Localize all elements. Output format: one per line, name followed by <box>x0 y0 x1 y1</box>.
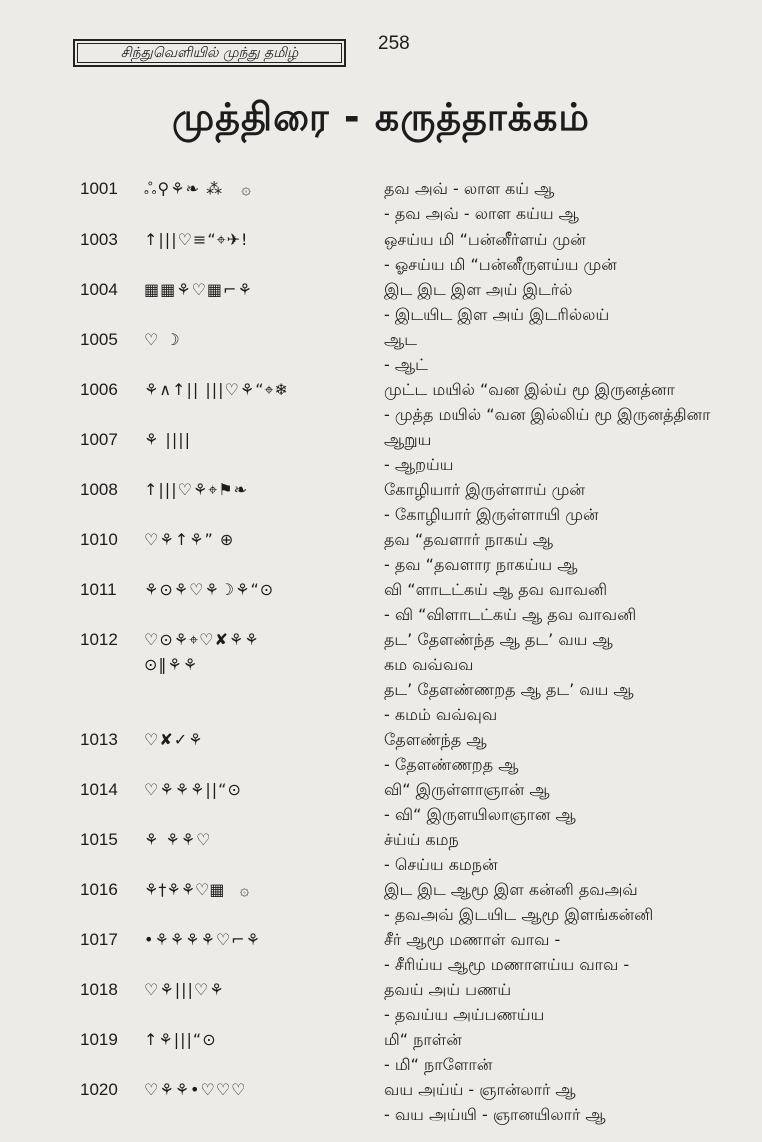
reading-line: - தவ “தவளார நாகய்ய ஆ <box>384 555 578 574</box>
reading-line: - சீரிய்ய ஆமூ மணாளய்ய வாவ - <box>384 955 630 974</box>
indus-sign-sequence: ⚘∧↑|| |||♡⚘“⌖❄ <box>144 380 289 399</box>
reading-line: ஆட <box>384 330 417 349</box>
reading-line: - வி“ இருளயிலாஞான ஆ <box>384 805 576 824</box>
seal-number: 1018 <box>80 980 118 999</box>
reading-line: - கமம் வவ்வுவ <box>384 705 498 724</box>
reading-line: - மி“ நாளோன் <box>384 1055 493 1074</box>
indus-sign-sequence: ♡⚘|||♡⚘ <box>144 980 225 999</box>
reading-line: - தேளண்ணறத ஆ <box>384 755 519 774</box>
indus-sign-sequence: ஃ⚲⚘❧ ⁂ ۞ <box>144 179 251 198</box>
indus-sign-sequence: •⚘⚘⚘⚘♡⌐⚘ <box>144 930 261 949</box>
reading-line: - வி “விளாடட்கய் ஆ தவ வாவனி <box>384 605 637 624</box>
reading-line: முட்ட மயில் “வன இல்ய் மூ இருனத்னா <box>384 380 675 399</box>
running-title: சிந்துவெளியில் முந்து தமிழ் <box>120 45 299 61</box>
section-heading: முத்திரை - கருத்தாக்கம் <box>172 95 590 139</box>
indus-sign-sequence: ♡⚘⚘•♡♡♡ <box>144 1080 247 1099</box>
running-title-box <box>73 39 346 67</box>
tamil-reading <box>384 427 754 477</box>
indus-sign-sequence: ⚘ ⚘⚘♡ <box>144 830 212 849</box>
reading-line: தட’ தேளண்ந்த ஆ தட’ வய ஆ <box>384 630 613 649</box>
reading-line: இட இட ஆமூ இள கன்னி தவஅவ் <box>384 880 638 899</box>
reading-line: தவ “தவளார் நாகய் ஆ <box>384 530 553 549</box>
reading-line: ஒசய்ய மி “பன்னீர்ளய் முன் <box>384 230 586 249</box>
indus-sign-sequence: ↑|||♡⚘⌖⚑❧ <box>144 480 249 499</box>
reading-line: வி“ இருள்ளாஞான் ஆ <box>384 780 550 799</box>
tamil-reading <box>384 577 754 627</box>
reading-line: - கோழியார் இருள்ளாயி முன் <box>384 505 599 524</box>
indus-sign-sequence: ♡✘✓⚘ <box>144 730 204 749</box>
page-number: 258 <box>378 33 410 54</box>
reading-line: தேளண்ந்த ஆ <box>384 730 487 749</box>
reading-line: மி“ நாள்ன் <box>384 1030 462 1049</box>
indus-sign-sequence: ♡⊙⚘⌖♡✘⚘⚘ ⊙‖⚘⚘ <box>144 630 260 674</box>
seal-number: 1015 <box>80 830 118 849</box>
reading-line: - முத்த மயில் “வன இல்லிய் மூ இருனத்தினா <box>384 405 711 424</box>
indus-sign-sequence: ♡⚘↑⚘” ⊕ <box>144 530 235 549</box>
reading-line: வய அய்ய் - ஞான்லார் ஆ <box>384 1080 576 1099</box>
indus-sign-sequence: ↑⚘|||“⊙ <box>144 1030 217 1049</box>
seal-number: 1019 <box>80 1030 118 1049</box>
seal-number: 1011 <box>80 580 117 599</box>
tamil-reading <box>384 327 754 377</box>
seal-number: 1003 <box>80 230 118 249</box>
indus-sign-sequence: ⚘†⚘⚘♡▦ ۞ <box>144 880 250 899</box>
seal-number: 1016 <box>80 880 118 899</box>
indus-sign-sequence: ⚘ |||| <box>144 430 191 449</box>
tamil-reading <box>384 877 754 927</box>
reading-line: சீர் ஆமூ மணாள் வாவ - <box>384 930 561 949</box>
tamil-reading <box>384 176 754 226</box>
reading-line: - இடயிட இள அய் இடரில்லய் <box>384 305 610 324</box>
seal-number: 1006 <box>80 380 118 399</box>
indus-sign-sequence: ▦▦⚘♡▦⌐⚘ <box>144 280 253 299</box>
reading-line: தவய் அய் பணய் <box>384 980 512 999</box>
reading-line: ச்ய்ய் கமந <box>384 830 459 849</box>
indus-sign-sequence: ♡⚘⚘⚘||“⊙ <box>144 780 242 799</box>
reading-line: தட’ தேளண்ணறத ஆ தட’ வய ஆ <box>384 680 634 699</box>
reading-line: வி “ளாடட்கய் ஆ தவ வாவனி <box>384 580 608 599</box>
indus-sign-sequence: ↑|||♡≡“⌖✈! <box>144 230 249 249</box>
reading-line: - ஆறய்ய <box>384 455 454 474</box>
tamil-reading <box>384 277 754 327</box>
tamil-reading <box>384 627 754 727</box>
reading-line: ஆறுய <box>384 430 432 449</box>
tamil-reading <box>384 227 754 277</box>
reading-line: தவ அவ் - லாள கய் ஆ <box>384 179 555 198</box>
seal-number: 1012 <box>80 630 118 649</box>
reading-line: - தவய்ய அய்பணய்ய <box>384 1005 545 1024</box>
reading-line: - செய்ய கமநன் <box>384 855 498 874</box>
seal-number: 1010 <box>80 530 118 549</box>
tamil-reading <box>384 527 754 577</box>
tamil-reading <box>384 727 754 777</box>
seal-number: 1014 <box>80 780 118 799</box>
tamil-reading <box>384 777 754 827</box>
reading-line: - வய அய்யி - ஞானயிலார் ஆ <box>384 1105 606 1124</box>
seal-number: 1013 <box>80 730 118 749</box>
reading-line: - தவ அவ் - லாள கய்ய ஆ <box>384 204 579 223</box>
tamil-reading <box>384 477 754 527</box>
tamil-reading <box>384 1077 754 1127</box>
tamil-reading <box>384 977 754 1027</box>
tamil-reading <box>384 827 754 877</box>
seal-number: 1001 <box>80 179 118 198</box>
seal-number: 1007 <box>80 430 118 449</box>
seal-number: 1017 <box>80 930 118 949</box>
reading-line: இட இட இள அய் இடர்ல் <box>384 280 573 299</box>
reading-line: - ஓசய்ய மி “பன்னீருளய்ய முன் <box>384 255 617 274</box>
reading-line: கம வவ்வவ <box>384 655 474 674</box>
tamil-reading <box>384 927 754 977</box>
seal-number: 1005 <box>80 330 118 349</box>
seal-number: 1020 <box>80 1080 118 1099</box>
reading-line: - தவஅவ் இடயிட ஆமூ இளங்கன்னி <box>384 905 654 924</box>
seal-number: 1008 <box>80 480 118 499</box>
indus-sign-sequence: ⚘⊙⚘♡⚘☽⚘“⊙ <box>144 580 275 599</box>
tamil-reading <box>384 377 754 427</box>
reading-line: கோழியார் இருள்ளாய் முன் <box>384 480 585 499</box>
tamil-reading <box>384 1027 754 1077</box>
seal-number: 1004 <box>80 280 118 299</box>
indus-sign-sequence: ♡ ☽ <box>144 330 181 349</box>
reading-line: - ஆட் <box>384 355 428 374</box>
